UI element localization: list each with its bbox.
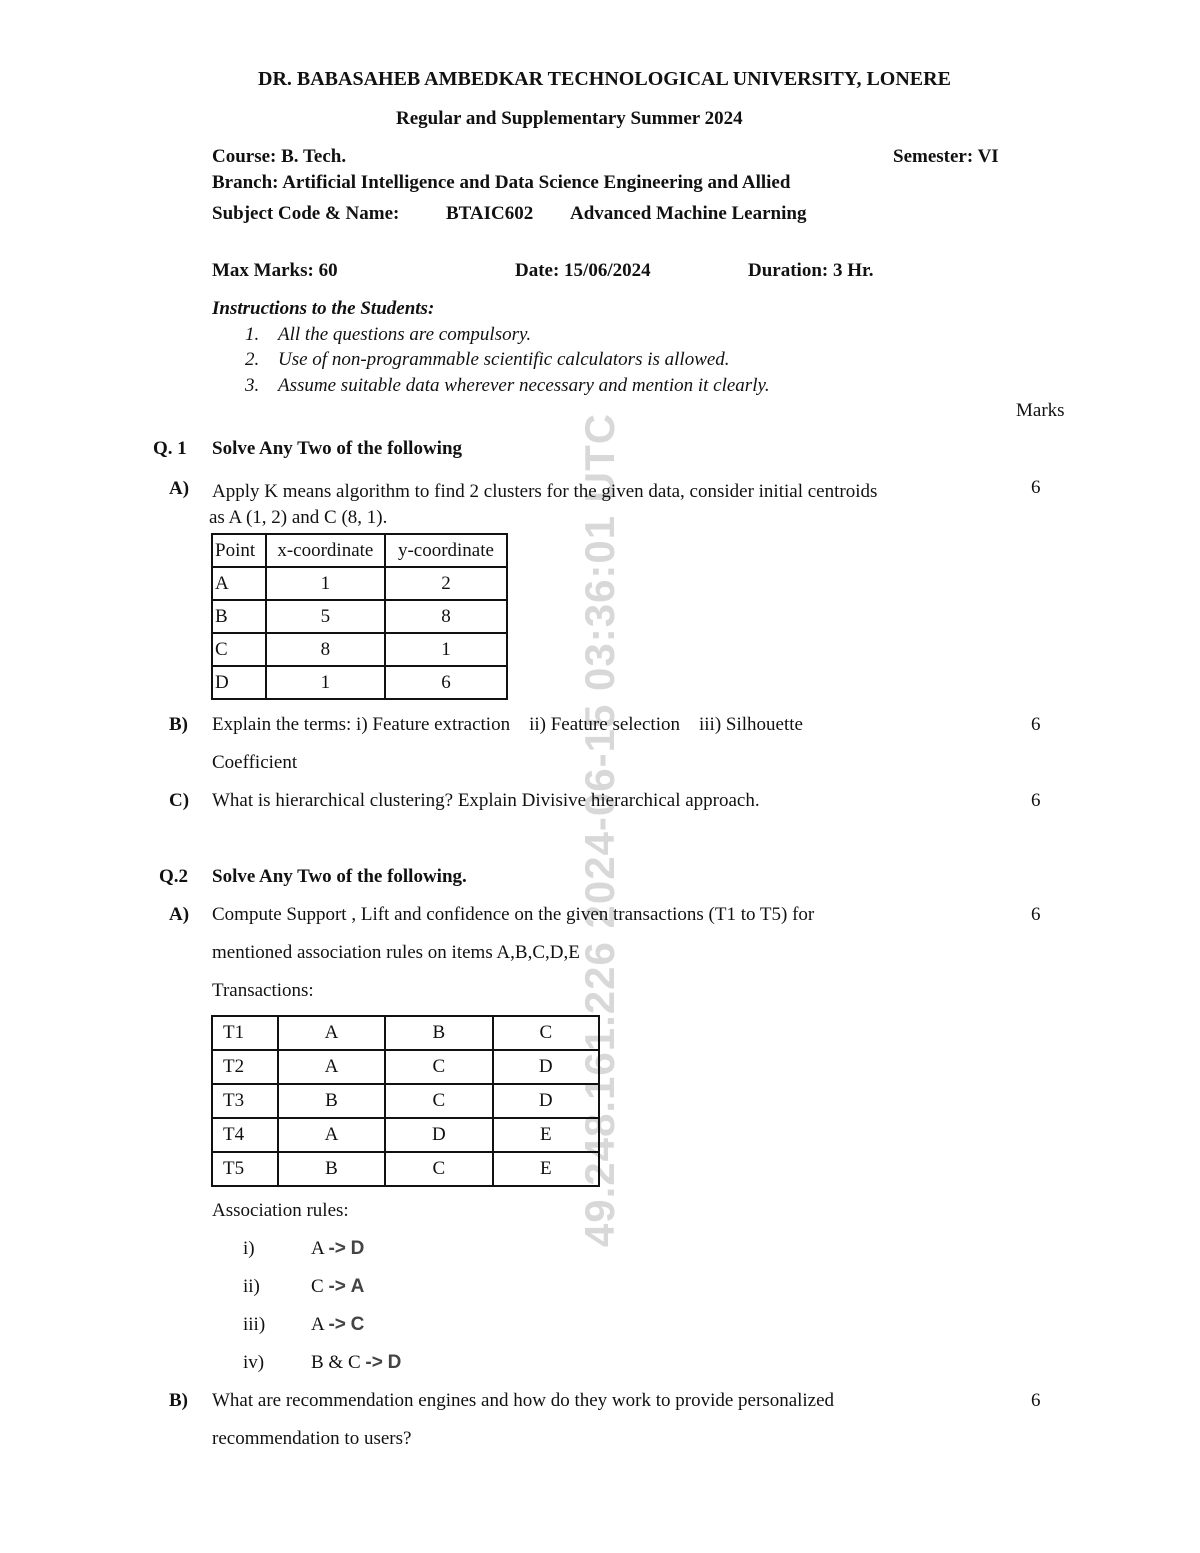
association-rule [311,1238,364,1260]
question-title: Solve Any Two of the following. [212,866,467,887]
table-cell: 1 [385,633,507,666]
table-cell: B [212,600,266,633]
rule-rhs: A [350,1276,365,1297]
instruction-number: 2. [245,349,260,370]
rule-arrow: -> [365,1352,383,1373]
transactions-label: Transactions: [212,980,314,1001]
table-cell: C [385,1084,492,1118]
table-cell: A [278,1050,385,1084]
rule-number: ii) [243,1276,260,1297]
table-cell: 5 [266,600,385,633]
question-marks: 6 [1031,477,1041,498]
table-cell: E [493,1152,599,1186]
sub-question-text: mentioned association rules on items A,B,C,D,E [212,942,580,963]
table-cell: T4 [212,1118,278,1152]
association-rule [311,1314,364,1336]
question-marks: 6 [1031,714,1041,735]
sub-question-text: Coefficient [212,752,298,773]
semester-label: Semester: VI [893,146,999,167]
rule-lhs: C [311,1276,324,1297]
table-header-cell: Point [212,534,266,567]
course-label: Course: B. Tech. [212,146,347,167]
rule-rhs: C [350,1314,365,1335]
exam-duration: Duration: 3 Hr. [748,260,874,281]
rule-lhs: B & C [311,1352,361,1373]
rule-lhs: A [311,1238,324,1259]
question-number: Q.2 [159,866,189,887]
rule-number: i) [243,1238,255,1259]
table-row [212,1118,599,1152]
rule-arrow: -> [328,1238,346,1259]
question-marks: 6 [1031,790,1041,811]
rule-lhs: A [311,1314,324,1335]
rule-rhs: D [350,1238,365,1259]
sub-question-label: B) [169,714,188,735]
table-cell: B [278,1152,385,1186]
table-row [212,600,507,633]
table-cell: C [385,1152,492,1186]
rule-arrow: -> [328,1276,346,1297]
table-cell: C [212,633,266,666]
table-cell: 8 [385,600,507,633]
subject-label: Subject Code & Name: [212,203,400,224]
rule-rhs: D [387,1352,402,1373]
kmeans-data-table [211,533,508,700]
table-row [212,666,507,699]
table-row [212,1016,599,1050]
sub-question-text: Explain the terms: i) Feature extraction ii) Feature selection iii) Silhouette [212,714,803,735]
sub-question-text: Apply K means algorithm to find 2 clusters for the given data, consider initial centroids [212,481,878,502]
table-cell: A [278,1016,385,1050]
question-marks: 6 [1031,1390,1041,1411]
table-cell: T2 [212,1050,278,1084]
exam-session: Regular and Supplementary Summer 2024 [396,108,743,129]
watermark-text: 49.248.161.226 2024-06-15 03:36:01 UTC [576,412,623,1248]
table-cell: 6 [385,666,507,699]
subject-code: BTAIC602 [446,203,534,224]
table-cell: T3 [212,1084,278,1118]
table-header-row [212,534,507,567]
question-marks: 6 [1031,904,1041,925]
sub-question-text: What are recommendation engines and how do they work to provide personalized [212,1390,835,1411]
instruction-number: 3. [245,375,260,396]
table-cell: 2 [385,567,507,600]
table-cell: C [385,1050,492,1084]
sub-question-label: C) [169,790,190,811]
table-cell: D [385,1118,492,1152]
subject-name: Advanced Machine Learning [570,203,807,224]
association-rule [311,1276,364,1298]
table-cell: 1 [266,666,385,699]
table-row [212,1050,599,1084]
sub-question-label: A) [169,904,190,925]
question-title: Solve Any Two of the following [212,438,463,459]
table-cell: D [493,1050,599,1084]
sub-question-label: B) [169,1390,188,1411]
table-row [212,1084,599,1118]
exam-date: Date: 15/06/2024 [515,260,651,281]
table-row [212,567,507,600]
instruction-item: Use of non-programmable scientific calculators is allowed. [278,349,730,370]
table-cell: D [493,1084,599,1118]
table-cell: E [493,1118,599,1152]
table-cell: B [385,1016,492,1050]
table-cell: A [278,1118,385,1152]
rule-number: iii) [243,1314,266,1335]
marks-column-header: Marks [1016,400,1065,421]
table-cell: B [278,1084,385,1118]
sub-question-text: as A (1, 2) and C (8, 1). [209,507,388,528]
table-cell: 1 [266,567,385,600]
table-cell: T5 [212,1152,278,1186]
rule-number: iv) [243,1352,265,1373]
instruction-number: 1. [245,324,260,345]
table-row [212,1152,599,1186]
table-row [212,633,507,666]
association-rule [311,1352,401,1374]
sub-question-text: Compute Support , Lift and confidence on the given transactions (T1 to T5) for [212,904,815,925]
branch-label: Branch: Artificial Intelligence and Data Science Engineering and Allied [212,172,791,193]
instruction-item: Assume suitable data wherever necessary and mention it clearly. [278,375,770,396]
table-cell: C [493,1016,599,1050]
sub-question-text: recommendation to users? [212,1428,412,1449]
table-header-cell: x-coordinate [266,534,385,567]
rule-arrow: -> [328,1314,346,1335]
instructions-title: Instructions to the Students: [212,298,435,319]
table-cell: T1 [212,1016,278,1050]
sub-question-label: A) [169,478,190,499]
max-marks: Max Marks: 60 [212,260,338,281]
table-cell: A [212,567,266,600]
question-number: Q. 1 [153,438,187,459]
table-header-cell: y-coordinate [385,534,507,567]
university-title: DR. BABASAHEB AMBEDKAR TECHNOLOGICAL UNIVERSITY, LONERE [258,68,951,90]
table-cell: D [212,666,266,699]
sub-question-text: What is hierarchical clustering? Explain Divisive hierarchical approach. [212,790,760,811]
table-cell: 8 [266,633,385,666]
transactions-table [211,1015,600,1187]
instruction-item: All the questions are compulsory. [278,324,532,345]
association-rules-label: Association rules: [212,1200,349,1221]
